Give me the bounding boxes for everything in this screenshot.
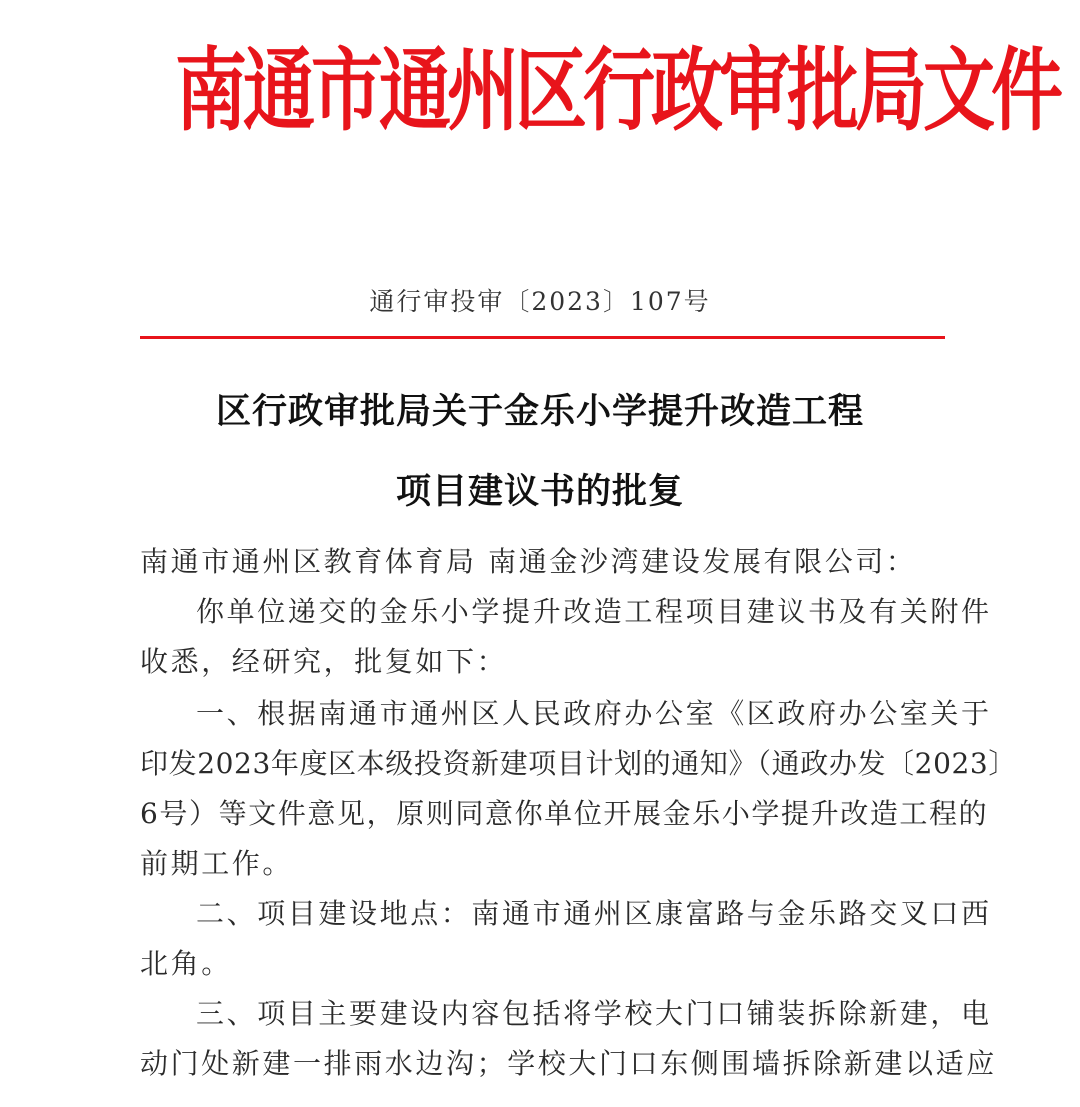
body-line: 你单位递交的金乐小学提升改造工程项目建议书及有关附件 [196,595,992,628]
body-line: 收悉，经研究，批复如下： [140,645,508,678]
body-line: 6号）等文件意见，原则同意你单位开展金乐小学提升改造工程的 [140,797,989,830]
document-title-line-2: 项目建议书的批复 [395,471,684,512]
document-title-line-1: 区行政审批局关于金乐小学提升改造工程 [215,391,864,432]
addressee: 南通市通州区教育体育局 南通金沙湾建设发展有限公司： [140,545,917,578]
body-line: 一、根据南通市通州区人民政府办公室《区政府办公室关于 [196,697,992,730]
issuing-authority-header: 南通市通州区行政审批局文件 [175,36,1060,143]
body-line: 北角。 [140,947,232,980]
body-line: 前期工作。 [140,847,294,880]
body-line: 三、项目主要建设内容包括将学校大门口铺装拆除新建，电 [196,997,992,1030]
body-line: 印发2023年度区本级投资新建项目计划的通知》（通政办发〔2023〕 [140,747,1017,780]
body-line: 二、项目建设地点：南通市通州区康富路与金乐路交叉口西 [196,897,992,930]
document-number: 通行审投审〔2023〕107号 [369,287,711,316]
body-line: 动门处新建一排雨水边沟；学校大门口东侧围墙拆除新建以适应 [140,1047,997,1080]
red-divider [140,336,945,339]
